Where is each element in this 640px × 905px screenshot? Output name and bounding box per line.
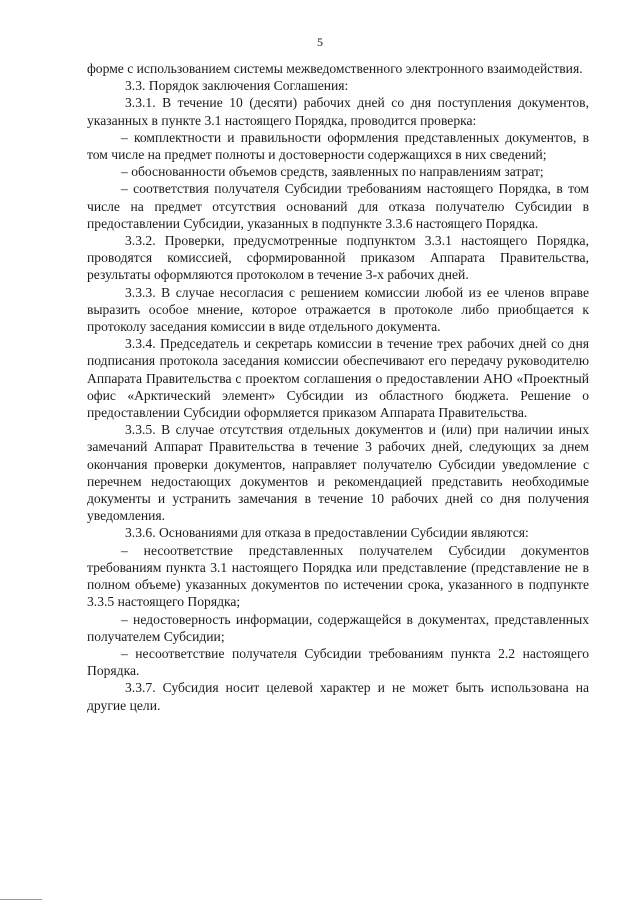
document-body: [87, 60, 589, 714]
paragraph: 3.3.6. Основаниями для отказа в предоставлении Субсидии являются:: [125, 525, 529, 541]
list-item: – несоответствие получателя Субсидии требованиям пункта 2.2 настоящего Порядка.: [87, 645, 589, 679]
footer-divider: [0, 899, 42, 900]
paragraph: 3.3.2. Проверки, предусмотренные подпунктом 3.3.1 настоящего Порядка, проводятся комиссией, сформированной приказом Аппарата Правительства, результаты оформляются протоколом в течение 3-х рабочих дней.: [87, 233, 589, 283]
paragraph: 3.3.1. В течение 10 (десяти) рабочих дней со дня поступления документов, указанных в пункте 3.1 настоящего Порядка, проводится проверка:: [87, 95, 589, 128]
paragraph: 3.3.5. В случае отсутствия отдельных документов и (или) при наличии иных замечаний Аппарат Правительства в течение 3 рабочих дней, следующих за днем окончания проверки документов, направляет получателю Субсидии уведомление с перечнем недостающих документов и рекомендацией представить необходимые документы и устранить замечания в течение 10 рабочих дней со дня получения уведомления.: [87, 422, 589, 524]
paragraph: 3.3.7. Субсидия носит целевой характер и не может быть использована на другие цели.: [87, 680, 589, 713]
paragraph: форме с использованием системы межведомственного электронного взаимодействия.: [87, 61, 583, 76]
list-item: – несоответствие представленных получателем Субсидии документов требованиям пункта 3.1 настоящего Порядка или представление (представление не в полном объеме) указанных документов по истечении срока, указанного в подпункте 3.3.5 настоящего Порядка;: [87, 542, 589, 610]
list-item: – комплектности и правильности оформления представленных документов, в том числе на предмет полноты и достоверности содержащихся в них сведений;: [87, 129, 589, 163]
list-item: – недостоверность информации, содержащейся в документах, представленных получателем Субсидии;: [87, 611, 589, 644]
list-item: – обоснованности объемов средств, заявленных по направлениям затрат;: [121, 164, 544, 180]
page-number: 5: [317, 35, 323, 49]
paragraph: 3.3.4. Председатель и секретарь комиссии в течение трех рабочих дней со дня подписания протокола заседания комиссии обеспечивают его передачу руководителю Аппарата Правительства с проектом соглашения о предоставлении АНО «Проектный офис «Арктический элемент» Субсидии из областного бюджета. Решение о предоставлении Субсидии оформляется приказом Аппарата Правительства.: [87, 336, 589, 421]
paragraph: 3.3.3. В случае несогласия с решением комиссии любой из ее членов вправе выразить особое мнение, которое отражается в протоколе либо приобщается к протоколу заседания комиссии в виде отдельного документа.: [87, 284, 589, 335]
list-item: – соответствия получателя Субсидии требованиям настоящего Порядка, в том числе на предмет отсутствия оснований для отказа получателю Субсидии в предоставлении Субсидии, указанных в подпункте 3.3.6 настоящего Порядка.: [87, 181, 589, 231]
section-heading: 3.3. Порядок заключения Соглашения:: [125, 78, 349, 94]
